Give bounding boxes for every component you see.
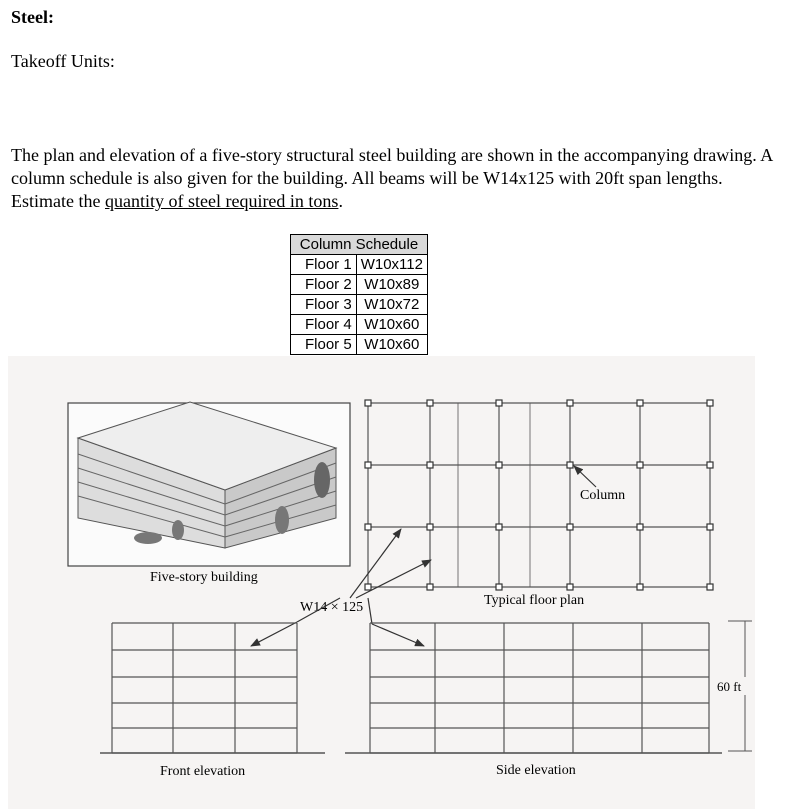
floor-cell: Floor 3 [291,295,357,315]
column-marker [365,400,371,406]
column-marker [427,584,433,590]
column-marker [567,400,573,406]
takeoff-units-label: Takeoff Units: [11,51,115,71]
side-elevation [345,623,722,753]
column-marker [707,524,713,530]
floor-cell: Floor 4 [291,315,357,335]
column-marker [707,400,713,406]
column-marker [496,584,502,590]
section-heading: Steel: [11,7,54,27]
column-marker [496,400,502,406]
floor-cell: Floor 5 [291,335,357,355]
column-marker [567,462,573,468]
section-cell: W10x60 [356,335,427,355]
front-elevation-label: Front elevation [160,764,246,779]
floor-plan [365,400,713,590]
column-marker [707,462,713,468]
problem-end: . [338,191,343,211]
section-cell: W10x72 [356,295,427,315]
building-sketch [68,402,350,566]
section-cell: W10x89 [356,275,427,295]
schedule-title: Column Schedule [291,235,428,255]
column-label: Column [580,488,626,503]
side-elevation-label: Side elevation [496,763,576,778]
column-marker [427,400,433,406]
column-marker [637,400,643,406]
column-marker [365,462,371,468]
floor-cell: Floor 2 [291,275,357,295]
section-cell: W10x112 [356,255,427,275]
height-label: 60 ft [717,679,742,694]
column-marker [496,462,502,468]
section-cell: W10x60 [356,315,427,335]
column-marker [567,584,573,590]
building-label: Five-story building [150,570,258,585]
beam-label: W14 × 125 [300,600,364,615]
column-marker [637,462,643,468]
column-marker [637,584,643,590]
column-marker [427,524,433,530]
column-marker [496,524,502,530]
column-marker [567,524,573,530]
problem-underlined-text: quantity of steel required in tons [104,191,339,211]
front-elevation [100,623,325,753]
column-marker [707,584,713,590]
column-marker [427,462,433,468]
column-marker [365,584,371,590]
column-marker [365,524,371,530]
plan-label: Typical floor plan [484,593,585,608]
problem-text: The plan and elevation of a five-story structural steel building are shown in the accompanying drawing. A column schedule is also given for the building. All beams will be W14x125 with 20ft span lengths. Estimate the [11,145,773,211]
column-marker [637,524,643,530]
floor-cell: Floor 1 [291,255,357,275]
